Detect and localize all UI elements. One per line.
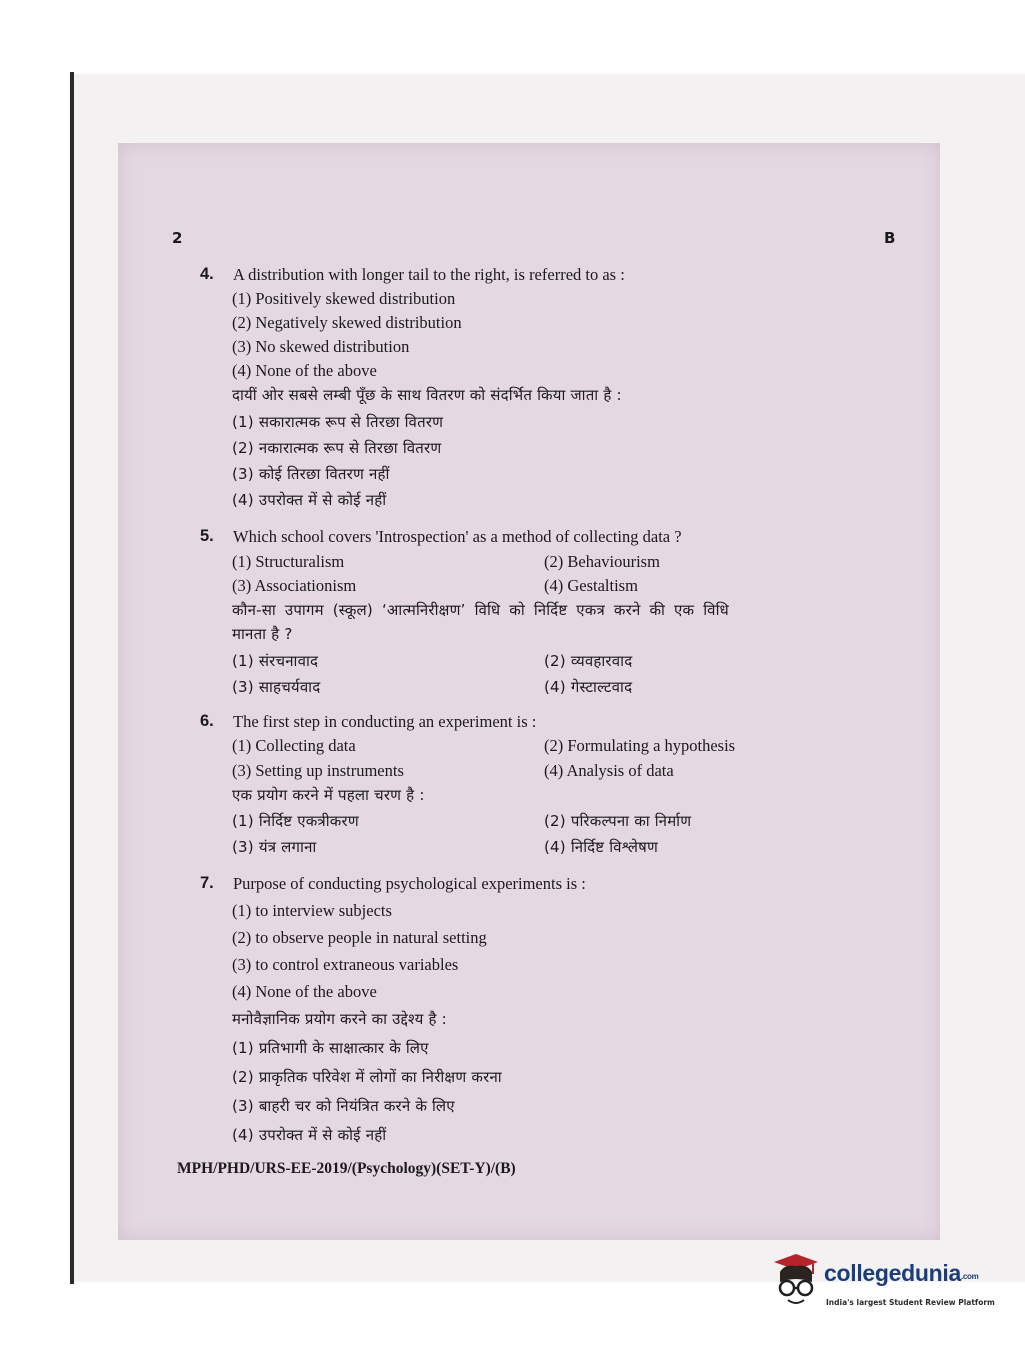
hindi-question-text: मनोवैज्ञानिक प्रयोग करने का उद्देश्य है : (232, 1010, 447, 1028)
hindi-option: (3) साहचर्यवाद (232, 678, 321, 696)
hindi-option: (3) बाहरी चर को नियंत्रित करने के लिए (232, 1097, 455, 1115)
hindi-option: (1) सकारात्मक रूप से तिरछा वितरण (232, 413, 444, 431)
hindi-question-text: दायीं ओर सबसे लम्बी पूँछ के साथ वितरण को संदर्भित किया जाता है : (232, 386, 622, 404)
question-number: 5. (200, 527, 214, 545)
hindi-question-text: एक प्रयोग करने में पहला चरण है : (232, 786, 425, 804)
hindi-option: (2) परिकल्पना का निर्माण (544, 812, 692, 830)
collegedunia-logo (770, 1250, 1000, 1320)
exam-code: MPH/PHD/URS-EE-2019/(Psychology)(SET-Y)/(B) (177, 1160, 516, 1177)
logo-wordmark: collegedunia.com (824, 1260, 979, 1286)
option: (3) to control extraneous variables (232, 955, 459, 974)
option: (2) to observe people in natural setting (232, 928, 487, 947)
page-number: 2 (172, 229, 183, 247)
hindi-option: (2) प्राकृतिक परिवेश में लोगों का निरीक्षण करना (232, 1068, 502, 1086)
question-number: 6. (200, 712, 214, 730)
hindi-option: (1) प्रतिभागी के साक्षात्कार के लिए (232, 1039, 429, 1057)
option: (4) None of the above (232, 361, 377, 380)
option: (2) Negatively skewed distribution (232, 313, 462, 332)
question-text: Which school covers 'Introspection' as a method of collecting data ? (233, 527, 682, 546)
option: (1) Positively skewed distribution (232, 289, 456, 308)
logo-tagline: India's largest Student Review Platform (826, 1298, 995, 1307)
option: (3) No skewed distribution (232, 337, 410, 356)
hindi-question-text: मानता है ? (232, 625, 293, 643)
question-number: 7. (200, 874, 214, 892)
option: (4) None of the above (232, 982, 377, 1001)
hindi-option: (3) यंत्र लगाना (232, 838, 317, 856)
option: (4) Gestaltism (544, 576, 638, 595)
hindi-option: (4) गेस्टाल्टवाद (544, 678, 633, 696)
hindi-option: (4) उपरोक्त में से कोई नहीं (232, 491, 387, 509)
option: (1) to interview subjects (232, 901, 392, 920)
option: (1) Structuralism (232, 552, 345, 571)
question-number: 4. (200, 265, 214, 283)
hindi-option: (4) निर्दिष्ट विश्लेषण (544, 838, 659, 856)
hindi-option: (1) संरचनावाद (232, 652, 319, 670)
option: (1) Collecting data (232, 736, 356, 755)
student-glasses-icon (770, 1252, 822, 1316)
set-letter: B (884, 229, 896, 247)
option: (4) Analysis of data (544, 761, 674, 780)
option: (3) Associationism (232, 576, 357, 595)
option: (3) Setting up instruments (232, 761, 404, 780)
hindi-option: (2) नकारात्मक रूप से तिरछा वितरण (232, 439, 442, 457)
hindi-question-text: कौन-सा उपागम (स्कूल) ‘आत्मनिरीक्षण’ विधि को निर्दिष्ट एकत्र करने की एक विधि (232, 601, 729, 619)
question-text: Purpose of conducting psychological experiments is : (233, 874, 586, 893)
option: (2) Formulating a hypothesis (544, 736, 736, 755)
question-text: A distribution with longer tail to the right, is referred to as : (233, 265, 625, 284)
option: (2) Behaviourism (544, 552, 660, 571)
hindi-option: (3) कोई तिरछा वितरण नहीं (232, 465, 390, 483)
hindi-option: (1) निर्दिष्ट एकत्रीकरण (232, 812, 359, 830)
question-text: The first step in conducting an experiment is : (233, 712, 537, 731)
hindi-option: (2) व्यवहारवाद (544, 652, 633, 670)
hindi-option: (4) उपरोक्त में से कोई नहीं (232, 1126, 387, 1144)
